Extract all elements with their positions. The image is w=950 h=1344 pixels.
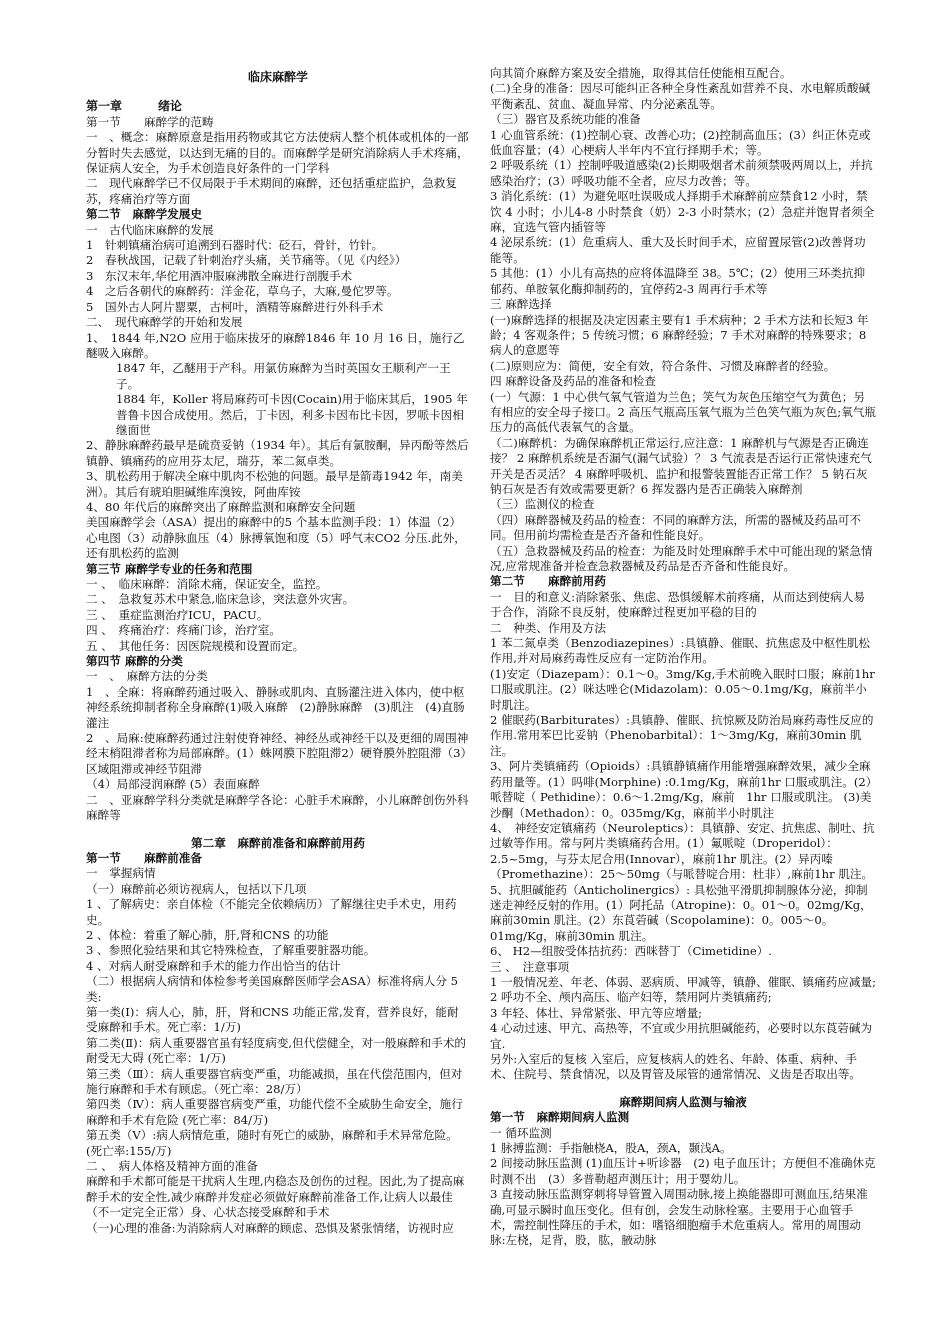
left-paragraph: 临床麻醉学 bbox=[247, 70, 308, 84]
right-paragraph: 四 麻醉设备及药品的准备和检查 bbox=[490, 374, 656, 389]
left-paragraph: 一 、概念：麻醉原意是指用药物或其它方法使病人整个机体或机体的一部分暂时失去感觉，以达到无痛的目的。而麻醉学是研究消除病人手术疼痛，保证病人安全，为手术创造良好条件的一门学科 bbox=[86, 130, 469, 176]
right-paragraph: 2 呼吸系统（1）控制呼吸道感染(2)长期吸烟者术前须禁吸两周以上，并抗感染治疗；(3）呼吸功能不全者，应尽力改善；等。 bbox=[490, 158, 873, 188]
right-paragraph: 4、 神经安定镇痛药（Neuroleptics）：具镇静、安定、抗焦虑、制吐、抗过敏等作用。常与阿片类镇痛药合用。(1）氟哌啶（Droperidol）：2.5~5mg，与芬太尼合用(Innovar），麻前1hr 肌注。(2）异丙嗪（Promethazine）：25～50mg（与哌替啶合用：杜非）,麻前1hr 肌注。 bbox=[490, 820, 875, 882]
right-column bbox=[490, 66, 876, 1249]
left-paragraph: 三 、 重症监测治疗ICU，PACU。 bbox=[86, 607, 269, 622]
left-paragraph: 2 、局麻:使麻醉药通过注射使脊神经、神经丛或神经干以及更细的周围神经末梢阻滞者称为局部麻醉。(1）蛛网膜下腔阻滞2）硬脊膜外腔阻滞（3）区域阻滞或神经节阻滞 bbox=[86, 731, 469, 776]
left-paragraph: 3 、参照化验结果和其它特殊检查，了解重要脏器功能。 bbox=[86, 943, 376, 958]
left-paragraph: 二 、亚麻醉学科分类就是麻醉学各论：心脏手术麻醉，小儿麻醉创伤外科麻醉等 bbox=[86, 792, 469, 823]
right-paragraph: （三）器官及系统功能的准备 bbox=[490, 112, 641, 127]
right-paragraph: 一 循环监测 bbox=[490, 1125, 552, 1140]
left-paragraph: 2、静脉麻醉药最早是硫贲妥钠（1934 年）。其后有氯胺酮，异丙酚等然后镇静、镇痛药的应用芬太尼，瑞芬，苯二氮卓类。 bbox=[86, 438, 469, 468]
left-paragraph: 1884 年，Koller 将局麻药可卡因(Cocain)用于临床其后，1905 年普鲁卡因合成使用。然后，丁卡因，利多卡因布比卡因，罗哌卡因相继面世 bbox=[116, 392, 468, 437]
right-paragraph: (二)原则应为：简便，安全有效，符合条件、习惯及麻醉者的经验。 bbox=[490, 358, 836, 373]
left-paragraph: 二 、 急救复苏术中紧急,临床急诊，突法意外灾害。 bbox=[86, 592, 355, 607]
left-paragraph: 一 、 麻醉方法的分类 bbox=[86, 669, 208, 684]
left-column bbox=[86, 70, 470, 1236]
right-paragraph: 二 种类、作用及方法 bbox=[490, 620, 606, 635]
right-paragraph: 2 间接动脉压监测 (1)血压计+听诊器 (2) 电子血压计；方便但不准确休克时测不出 (3）多普勒超声测压计；用于婴幼儿。 bbox=[490, 1156, 876, 1186]
right-paragraph: 3、阿片类镇痛药（Opioids）:具镇静镇痛作用能增强麻醉效果，减少全麻药用量等。(1）吗啡(Morphine) :0.1mg/Kg，麻前1hr 口服或肌注。(2）哌替啶（ Pethidine）：0.6～1.2mg/Kg，麻前 1hr 口服或肌注。 (3)美沙酮（Methadon）：0。035mg/Kg，麻前半小时肌注 bbox=[490, 759, 872, 820]
left-paragraph: 二、 现代麻醉学的开始和发展 bbox=[86, 315, 243, 330]
left-paragraph: 第三节 麻醉学专业的任务和范围 bbox=[86, 561, 253, 576]
right-paragraph: 第二节 麻醉前用药 bbox=[490, 574, 606, 589]
right-paragraph: (1)安定（Diazepam）：0.1～0。3mg/Kg,手术前晚入眠时口服；麻前1hr 口服或肌注。(2）咪达唑仑(Midazolam)：0.05～0.1mg/Kg，麻前半小时肌注。 bbox=[490, 666, 875, 712]
right-paragraph: 2 呼功不全、颅内高压、临产妇等，禁用阿片类镇痛药; bbox=[490, 990, 772, 1005]
right-paragraph: 1 脉搏监测：手指触桡A，股A，颈A，颞浅A。 bbox=[490, 1141, 732, 1156]
right-paragraph: 2 催眠药(Barbiturates）:具镇静、催眠、抗惊厥及防治局麻药毒性反应的作用.常用苯巴比妥钠（Phenobarbital）：1～3mg/Kg，麻前30min 肌注。 bbox=[490, 713, 874, 758]
left-paragraph: （一）麻醉前必须访视病人，包括以下几项 bbox=[86, 881, 307, 896]
left-paragraph: 第三类（Ⅲ）：病人重要器官病变严重，功能减损，虽在代偿范围内，但对施行麻醉和手术有顾虑。（死亡率：28/万） bbox=[86, 1066, 463, 1096]
left-paragraph: 美国麻醉学会（ASA）提出的麻醉中的5 个基本监测手段：1）体温（2）心电图（3）动静脉血压（4）脉搏氧饱和度（5）呼气末CO2 分压.此外，还有肌松药的监测 bbox=[86, 515, 466, 561]
left-paragraph: 4 之后各朝代的麻醉药：洋金花，草乌子，大麻,曼佗罗等。 bbox=[86, 284, 399, 299]
left-paragraph: （4）局部浸润麻醉 (5）表面麻醉 bbox=[86, 777, 260, 792]
left-paragraph: 4 、对病人耐受麻醉和手术的能力作出恰当的估计 bbox=[86, 958, 341, 973]
left-paragraph: 第二章 麻醉前准备和麻醉前用药 bbox=[191, 835, 365, 850]
right-paragraph: （五）急救器械及药品的检查：为能及时处理麻醉手术中可能出现的紧急情况,应常规准备并检查急救器械及药品是否齐备和性能良好。 bbox=[490, 543, 873, 573]
right-paragraph: 另外:入室后的复核 入室后，应复核病人的姓名、年龄、体重、病种、手术、住院号、禁食情况，以及胃管及尿管的通常情况、义齿是否取出等。 bbox=[490, 1052, 862, 1082]
left-paragraph: 第二类(Ⅱ)：病人重要器官虽有轻度病变,但代偿健全，对一般麻醉和手术的耐受无大碍 (死亡率：1/万) bbox=[86, 1035, 467, 1066]
right-paragraph: 3 年轻、体壮、异常紧张、甲亢等应增量; bbox=[490, 1005, 703, 1020]
right-paragraph: 5、抗胆碱能药（Anticholinergics）: 具松弛平滑肌抑制腺体分泌，抑制迷走神经反射的作用。(1）阿托品（Atropine)：0。01～0。02mg/Kg，麻前30min 肌注。(2）东莨菪碱（Scopolamine)：0。005～0。01mg/Kg，麻前30min 肌注。 bbox=[490, 882, 872, 943]
left-paragraph: 第四类（Ⅳ）：病人重要器官病变严重，功能代偿不全威胁生命安全，施行麻醉和手术有危险 (死亡率：84/万) bbox=[86, 1097, 463, 1127]
right-paragraph: 1 一般情况差、年老、体弱、恶病质、甲减等，镇静、催眠、镇痛药应减量; bbox=[490, 974, 876, 989]
right-paragraph: 向其简介麻醉方案及安全措施，取得其信任使能相互配合。 bbox=[490, 66, 792, 80]
right-paragraph: 第一节 麻醉期间病人监测 bbox=[490, 1110, 630, 1125]
right-paragraph: 1 苯二氮卓类（Benzodiazepines）:具镇静、催眠、抗焦虑及中枢性肌松作用,并对局麻药毒性反应有一定防治作用。 bbox=[490, 636, 870, 666]
left-paragraph: 5 国外古人阿片罂粟，古柯叶，酒精等麻醉进行外科手术 bbox=[86, 299, 384, 314]
left-paragraph: 1、 1844 年,N2O 应用于临床拔牙的麻醉1846 年 10 月 16 日，施行乙醚吸入麻醉。 bbox=[86, 330, 465, 360]
left-paragraph: （二）根据病人病情和体检参考美国麻醉医师学会ASA）标准将病人分 5 类: bbox=[86, 974, 458, 1004]
left-paragraph: 2 春秋战国，记载了针刺治疗头痛，关节痛等。（见《内经》） bbox=[86, 253, 407, 268]
left-paragraph: 二 、 病人体格及精神方面的准备 bbox=[86, 1159, 258, 1174]
right-paragraph: （二)麻醉机：为确保麻醉机正常运行,应注意：1 麻醉机与气源是否正确连接？ 2 麻醉机系统是否漏气(漏气试验）？ 3 气流表是否运行正常快速充气开关是否灵活？ 4 麻醉呼吸机、监护和报警装置能否正常工作？ 5 钠石灰钠石灰是否有效或需要更新？6 挥发器内是否正确装入麻醉剂 bbox=[490, 435, 872, 496]
right-paragraph: （四）麻醉器械及药品的检查：不同的麻醉方法，所需的器械及药品可不同。但用前均需检查是否齐备和性能良好。 bbox=[490, 512, 862, 543]
left-paragraph: 4、80 年代后的麻醉突出了麻醉监测和麻醉安全问题 bbox=[86, 499, 356, 514]
right-paragraph: (一)麻醉选择的根据及决定因素主要有1 手术病种；2 手术方法和长短3 年龄；4 客观条件；5 传统习惯；6 麻醉经验；7 手术对麻醉的特殊要求；8 病人的意愿等 bbox=[490, 312, 869, 358]
left-paragraph: 第四节 麻醉的分类 bbox=[86, 654, 183, 669]
left-paragraph: 第五类（Ⅴ）:病人病情危重，随时有死亡的威胁，麻醉和手术异常危险。(死亡率:155/万) bbox=[86, 1128, 458, 1158]
right-paragraph: 一 目的和意义:消除紧张、焦虑、恐惧缓解术前疼痛，从而达到使病人易于合作，消除不良反射，使麻醉过程更加平稳的目的 bbox=[490, 589, 865, 620]
right-paragraph: 6、 H2—组胺受体拮抗药：西咪替丁（Cimetidine）. bbox=[490, 944, 772, 959]
left-paragraph: 3 东汉末年,华佗用酒冲服麻沸散全麻进行剖腹手术 bbox=[86, 268, 353, 283]
left-paragraph: 2 、体检：着重了解心肺，肝,肾和CNS 的功能 bbox=[86, 927, 329, 942]
left-paragraph: 1 针刺镇痛治病可追溯到石器时代：砭石，骨针，竹针。 bbox=[86, 238, 384, 253]
right-paragraph: （三）监测仪的检查 bbox=[490, 497, 595, 512]
right-paragraph: 4 心动过速、甲亢、高热等，不宜或少用抗胆碱能药，必要时以东莨菪碱为宜. bbox=[490, 1021, 873, 1051]
right-paragraph: 三 、 注意事项 bbox=[490, 959, 570, 974]
left-paragraph: 一 古代临床麻醉的发展 bbox=[86, 222, 214, 237]
left-paragraph: 1 、了解病史：亲自体检（不能完全依赖病历）了解继往史手术史，用药史。 bbox=[86, 897, 457, 927]
left-paragraph: 第一章 绪论 bbox=[86, 99, 183, 114]
right-paragraph: 5 其他：(1）小儿有高热的应将体温降至 38。5℃；(2）使用三环类抗抑郁药、单胺氧化酶抑制药的，宜停药2-3 周再行手术等 bbox=[490, 266, 866, 296]
left-paragraph: 一 掌握病情 bbox=[86, 866, 156, 881]
left-paragraph: 一 、 临床麻醉：消除术痛，保证安全，监控。 bbox=[86, 577, 328, 591]
right-paragraph: (二)全身的准备：因尽可能纠正各种全身性紊乱如营养不良、水电解质酸碱平衡紊乱、贫血、凝血异常、内分泌紊乱等。 bbox=[490, 81, 871, 111]
left-paragraph: 1847 年，乙醚用于产科。用氯仿麻醉为当时英国女王顺利产一王子。 bbox=[116, 361, 451, 391]
left-paragraph: 1 、全麻：将麻醉药通过吸入、静脉或肌肉、直肠灌注进入体内，使中枢神经系统抑制者称全身麻醉(1)吸入麻醉 (2)静脉麻醉 (3)肌注 (4)直肠灌注 bbox=[86, 684, 465, 730]
right-paragraph: 3 直接动脉压监测穿刺将导管置入周围动脉,接上换能器即可测血压,结果准确,可显示瞬时血压变化。但有创，会发生动脉栓塞。主要用于心血管手术，需控制性降压的手术，如：嗜铬细胞瘤手术危重病人。常用的周围动脉:左桡，足背，股，肱，腋动脉 bbox=[490, 1187, 868, 1248]
left-paragraph: 五 、 其他任务：因医院规模和设置而定。 bbox=[86, 638, 305, 653]
left-paragraph: 3、肌松药用于解决全麻中肌肉不松弛的问题。最早是箭毒1942 年，南美洲）。其后有琥珀胆碱维库溴铵，阿曲库铵 bbox=[86, 469, 463, 499]
left-paragraph: 麻醉和手术都可能是干扰病人生理,内稳态及创伤的过程。因此,为了提高麻醉手术的安全性,减少麻醉并发症必须做好麻醉前准备工作,让病人以最佳（不一定完全正常）身、心状态接受麻醉和手术 bbox=[86, 1174, 465, 1220]
left-paragraph: 第二节 麻醉学发展史 bbox=[86, 207, 202, 222]
left-paragraph: （一)心理的准备:为消除病人对麻醉的顾虑、恐惧及紧张情绪，访视时应 bbox=[86, 1220, 454, 1235]
right-paragraph: 三 麻醉选择 bbox=[490, 297, 552, 312]
right-paragraph: 3 消化系统：(1）为避免呕吐误吸成人择期手术麻醉前应禁食12 小时，禁饮 4 小时；小儿4-8 小时禁食（奶）2-3 小时禁水；(2）急症并饱胃者须全麻，宜选气管内插管等 bbox=[490, 189, 875, 235]
left-paragraph: 第一类(Ⅰ)：病人心，肺，肝，肾和CNS 功能正常,发育，营养良好，能耐受麻醉和手术。死亡率：1/万) bbox=[86, 1004, 459, 1035]
left-paragraph: 第一节 麻醉前准备 bbox=[86, 850, 202, 865]
right-paragraph: (一）气源：1 中心供气氧气管道为兰色；笑气为灰色压缩空气为黄色；另有相应的安全母子接口。2 高压气瓶高压氧气瓶为兰色笑气瓶为灰色;氧气瓶压力的高低代表氧气的含量。 bbox=[490, 389, 876, 435]
left-paragraph: 第一节 麻醉学的范畴 bbox=[86, 114, 214, 129]
right-paragraph: 1 心血管系统：(1)控制心衰、改善心功；(2)控制高血压；(3）纠正休克或低血容量；(4）心梗病人半年内不宜行择期手术；等。 bbox=[490, 127, 871, 158]
right-paragraph: 4 泌尿系统：(1）危重病人、重大及长时间手术，应留置尿管(2)改善肾功能等。 bbox=[490, 235, 866, 265]
left-paragraph: 二 现代麻醉学已不仅局限于手术期间的麻醉，还包括重症监护，急救复苏，疼痛治疗等方面 bbox=[86, 176, 458, 206]
left-paragraph: 四 、 疼痛治疗：疼痛门诊，治疗室。 bbox=[86, 623, 281, 638]
right-paragraph: 麻醉期间病人监测与输液 bbox=[619, 1094, 747, 1109]
